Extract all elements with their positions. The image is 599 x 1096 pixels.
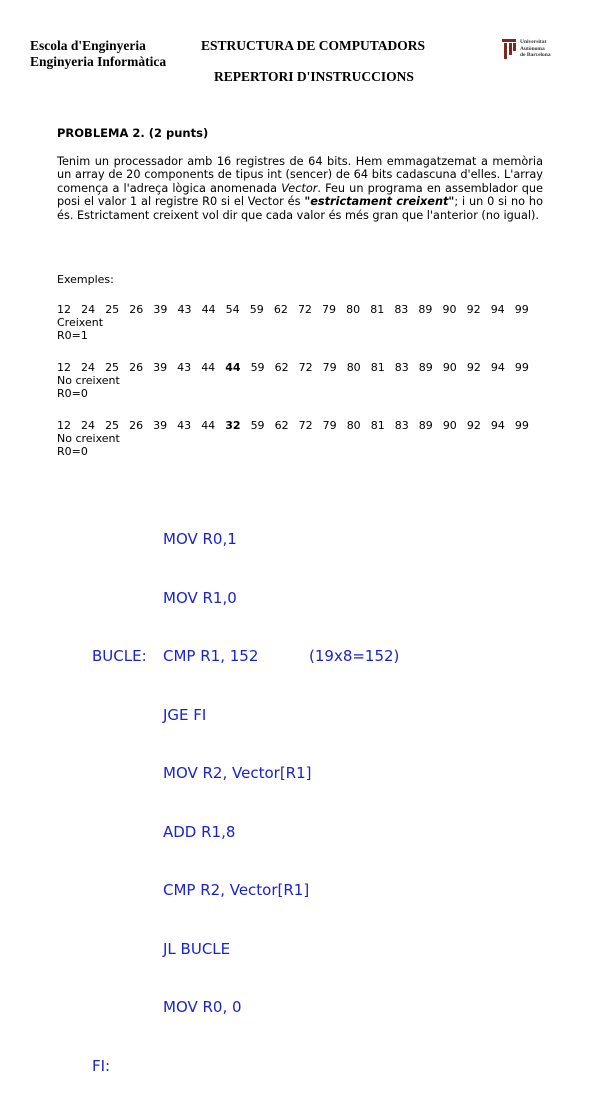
code-instruction: CMP R1, 152 bbox=[163, 647, 259, 665]
sequence-value: 89 bbox=[418, 303, 433, 316]
school-name: Escola d'Enginyeria bbox=[30, 38, 146, 53]
topic-title: REPERTORI D'INSTRUCCIONS bbox=[214, 69, 414, 84]
sequence-value: 92 bbox=[466, 303, 481, 316]
logo-line-2: Autònoma bbox=[520, 45, 545, 52]
sequence-value: 80 bbox=[346, 303, 361, 316]
sequence-value: 81 bbox=[370, 303, 385, 316]
sequence-value: 39 bbox=[153, 419, 168, 432]
sequence-value: 12 bbox=[57, 419, 71, 432]
sequence-value: 26 bbox=[129, 419, 144, 432]
statement-part-1: Tenim un processador amb 16 registres de 64 bits. Hem emmagatzemat a memòria un array de 20 components de tipus int (sencer) de 64 bits cadascuna d'elles. L'array comença a l'adreça lògica anomenada bbox=[57, 155, 543, 195]
example-2-result: R0=0 bbox=[57, 387, 88, 400]
sequence-value: 59 bbox=[250, 419, 265, 432]
code-line bbox=[92, 998, 399, 1018]
sequence-value: 59 bbox=[250, 361, 265, 374]
sequence-value: 80 bbox=[346, 419, 361, 432]
sequence-value: 39 bbox=[153, 361, 168, 374]
sequence-value: 89 bbox=[418, 419, 433, 432]
code-instruction: CMP R2, Vector[R1] bbox=[163, 881, 310, 899]
code-line bbox=[92, 764, 399, 784]
sequence-value: 90 bbox=[442, 419, 457, 432]
sequence-value: 94 bbox=[490, 361, 505, 374]
statement-strict: "estrictament creixent" bbox=[304, 195, 455, 209]
code-instruction: MOV R0, 0 bbox=[163, 998, 242, 1016]
logo-line-3: de Barcelona bbox=[520, 52, 551, 58]
sequence-value: 92 bbox=[466, 419, 481, 432]
sequence-value: 24 bbox=[81, 419, 96, 432]
sequence-value: 80 bbox=[346, 361, 361, 374]
code-line bbox=[92, 823, 399, 843]
sequence-value: 62 bbox=[274, 419, 289, 432]
statement-vector: Vector bbox=[281, 181, 318, 195]
sequence-value: 72 bbox=[298, 361, 313, 374]
sequence-value: 90 bbox=[442, 361, 457, 374]
sequence-value: 83 bbox=[394, 419, 409, 432]
sequence-value: 25 bbox=[105, 361, 120, 374]
course-title: ESTRUCTURA DE COMPUTADORS bbox=[201, 38, 426, 53]
code-instruction: JL BUCLE bbox=[163, 939, 231, 958]
sequence-value: 62 bbox=[273, 303, 288, 316]
example-3-sequence bbox=[57, 419, 529, 432]
sequence-value: 26 bbox=[129, 361, 144, 374]
example-2-label: No creixent bbox=[57, 374, 120, 387]
sequence-value: 54 bbox=[225, 303, 240, 316]
code-label: BUCLE: bbox=[92, 647, 147, 665]
sequence-value: 25 bbox=[105, 419, 120, 432]
example-3 bbox=[57, 419, 529, 458]
code-label: FI: bbox=[92, 1056, 111, 1075]
code-instruction: MOV R0,1 bbox=[163, 530, 237, 548]
sequence-value: 99 bbox=[514, 419, 529, 432]
sequence-value: 12 bbox=[57, 361, 71, 374]
code-instruction: JGE FI bbox=[163, 705, 207, 724]
sequence-value: 44 bbox=[225, 361, 241, 374]
sequence-value: 92 bbox=[466, 361, 481, 374]
sequence-value: 44 bbox=[201, 361, 216, 374]
sequence-value: 24 bbox=[81, 303, 96, 316]
sequence-value: 39 bbox=[153, 303, 168, 316]
code-line bbox=[92, 589, 399, 609]
example-1 bbox=[57, 303, 529, 342]
sequence-value: 99 bbox=[514, 303, 529, 316]
problem-statement bbox=[57, 155, 543, 222]
sequence-value: 59 bbox=[249, 303, 264, 316]
degree-name: Enginyeria Informàtica bbox=[30, 54, 167, 69]
code-line bbox=[92, 530, 399, 550]
university-emblem-icon bbox=[502, 39, 516, 59]
code-line bbox=[92, 1057, 399, 1077]
university-logo bbox=[502, 39, 551, 59]
code-instruction: MOV R1,0 bbox=[163, 588, 237, 607]
sequence-value: 94 bbox=[490, 303, 505, 316]
code-line bbox=[92, 647, 399, 667]
sequence-value: 43 bbox=[177, 303, 192, 316]
code-line bbox=[92, 881, 399, 901]
code-line bbox=[92, 706, 399, 726]
example-2-sequence bbox=[57, 361, 529, 374]
sequence-value: 83 bbox=[394, 303, 409, 316]
sequence-value: 90 bbox=[442, 303, 457, 316]
example-1-label: Creixent bbox=[57, 316, 104, 329]
sequence-value: 72 bbox=[298, 419, 313, 432]
statement-part-2: . Feu un programa en assemblador que posi el valor 1 al registre R0 si el Vector és bbox=[57, 181, 543, 209]
sequence-value: 24 bbox=[81, 361, 96, 374]
sequence-value: 62 bbox=[274, 361, 289, 374]
sequence-value: 81 bbox=[370, 361, 385, 374]
logo-line-1: Universitat bbox=[520, 39, 547, 45]
sequence-value: 12 bbox=[57, 303, 71, 316]
sequence-value: 44 bbox=[201, 303, 216, 316]
sequence-value: 94 bbox=[490, 419, 505, 432]
assembly-code bbox=[92, 491, 399, 1096]
example-1-sequence bbox=[57, 303, 529, 316]
sequence-value: 43 bbox=[177, 361, 192, 374]
code-instruction: MOV R2, Vector[R1] bbox=[163, 764, 312, 782]
sequence-value: 79 bbox=[322, 361, 337, 374]
sequence-value: 79 bbox=[322, 303, 337, 316]
sequence-value: 32 bbox=[225, 419, 241, 432]
sequence-value: 72 bbox=[297, 303, 312, 316]
sequence-value: 81 bbox=[370, 419, 385, 432]
examples-heading: Exemples: bbox=[57, 273, 114, 286]
sequence-value: 83 bbox=[394, 361, 409, 374]
example-2 bbox=[57, 361, 529, 400]
code-comment: (19x8=152) bbox=[309, 647, 400, 665]
sequence-value: 43 bbox=[177, 419, 192, 432]
sequence-value: 44 bbox=[201, 419, 216, 432]
statement-part-3: ; i un 0 si no ho és. Estrictament creixent vol dir que cada valor és més gran que l'anterior (no igual). bbox=[57, 195, 543, 222]
sequence-value: 79 bbox=[322, 419, 337, 432]
example-3-result: R0=0 bbox=[57, 445, 88, 458]
sequence-value: 99 bbox=[514, 361, 529, 374]
example-1-result: R0=1 bbox=[57, 329, 88, 342]
problem-title: PROBLEMA 2. (2 punts) bbox=[57, 126, 209, 140]
example-3-label: No creixent bbox=[57, 432, 120, 445]
sequence-value: 89 bbox=[418, 361, 433, 374]
sequence-value: 25 bbox=[105, 303, 120, 316]
code-instruction: ADD R1,8 bbox=[163, 822, 236, 841]
code-line bbox=[92, 940, 399, 960]
sequence-value: 26 bbox=[129, 303, 144, 316]
